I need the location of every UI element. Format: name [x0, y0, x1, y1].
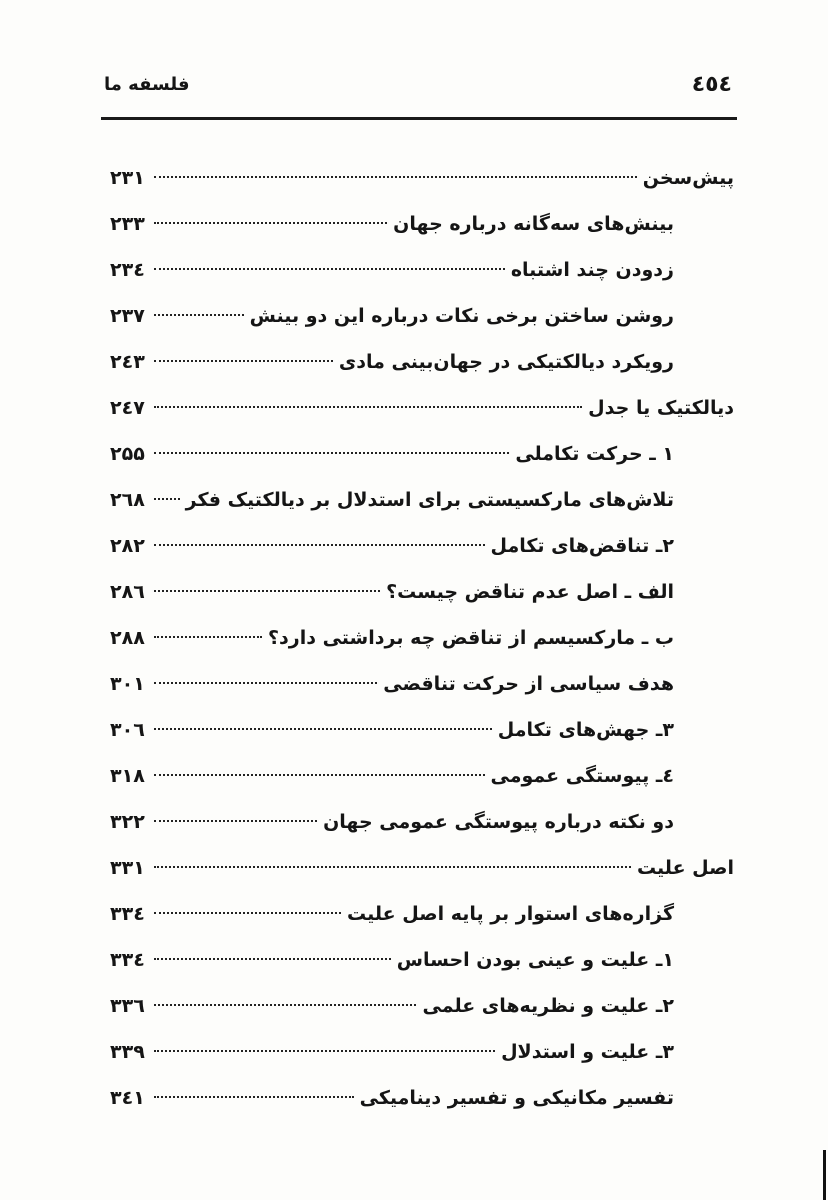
toc-entry-title: اصل علیت: [636, 857, 734, 879]
toc-entry-title: ۳ـ علیت و استدلال: [501, 1041, 674, 1063]
toc-entry: [110, 247, 734, 293]
toc-entry-page: ۳۰٦: [110, 719, 145, 741]
toc-entry-page: ۲۸۲: [110, 535, 145, 557]
toc-entry-page: ۲۳۷: [110, 305, 145, 327]
toc-entry: [110, 1075, 734, 1121]
toc-dot-leader: [154, 406, 582, 408]
toc-entry: [110, 523, 734, 569]
toc-entry-page: ۲۳٤: [110, 259, 145, 281]
toc-entry: [110, 753, 734, 799]
toc-dot-leader: [154, 314, 244, 316]
toc-entry-page: ۳۳۹: [110, 1041, 145, 1063]
toc-entry: [110, 661, 734, 707]
toc-entry-title: ۱ ـ حرکت تکاملی: [515, 443, 674, 465]
page-number: ٤٥٤: [691, 72, 732, 97]
toc-entry: [110, 385, 734, 431]
table-of-contents: [110, 155, 734, 1121]
toc-entry-page: ۲۳۱: [110, 167, 145, 189]
toc-entry-page: ۲٤۷: [110, 397, 145, 419]
toc-entry-title: ۲ـ تناقض‌های تکامل: [490, 535, 674, 557]
toc-entry-title: گزاره‌های استوار بر پایه اصل علیت: [347, 903, 674, 925]
toc-entry-page: ۳۳٤: [110, 903, 145, 925]
toc-entry: [110, 707, 734, 753]
toc-entry-title: دیالکتیک یا جدل: [588, 397, 734, 419]
toc-entry: [110, 431, 734, 477]
toc-entry-title: ۱ـ علیت و عینی بودن احساس: [396, 949, 674, 971]
toc-dot-leader: [154, 176, 637, 178]
toc-entry-title: رویکرد دیالکتیکی در جهان‌بینی مادی: [338, 351, 674, 373]
toc-entry-page: ۲۵۵: [110, 443, 145, 465]
toc-dot-leader: [154, 636, 262, 638]
toc-entry-title: ب ـ مارکسیسم از تناقض چه برداشتی دارد؟: [267, 627, 674, 649]
toc-entry-page: ۲۳۳: [110, 213, 145, 235]
toc-entry-title: الف ـ اصل عدم تناقض چیست؟: [386, 581, 674, 603]
toc-entry: [110, 891, 734, 937]
toc-dot-leader: [154, 1096, 354, 1098]
toc-dot-leader: [154, 820, 317, 822]
toc-dot-leader: [154, 222, 387, 224]
toc-dot-leader: [154, 774, 485, 776]
toc-entry-title: دو نکته درباره پیوستگی عمومی جهان: [323, 811, 674, 833]
running-title: فلسفه ما: [104, 74, 190, 95]
toc-entry-title: هدف سیاسی از حرکت تناقضی: [383, 673, 674, 695]
toc-entry-page: ۲۸٦: [110, 581, 145, 603]
toc-entry: [110, 155, 734, 201]
toc-entry: [110, 201, 734, 247]
toc-entry-title: بینش‌های سه‌گانه درباره جهان: [393, 213, 674, 235]
toc-entry: [110, 983, 734, 1029]
toc-entry: [110, 339, 734, 385]
toc-entry: [110, 615, 734, 661]
toc-dot-leader: [154, 452, 509, 454]
toc-entry-page: ۳۰۱: [110, 673, 145, 695]
toc-dot-leader: [154, 682, 377, 684]
toc-entry: [110, 1029, 734, 1075]
toc-entry-page: ۲٤۳: [110, 351, 145, 373]
toc-dot-leader: [154, 1050, 495, 1052]
toc-entry-title: ٤ـ پیوستگی عمومی: [490, 765, 674, 787]
toc-entry-title: تلاش‌های مارکسیستی برای استدلال بر دیالکتیک فکر: [185, 489, 674, 511]
page-header: [104, 72, 732, 106]
toc-entry-page: ۳٤۱: [110, 1087, 145, 1109]
toc-entry-page: ۲٦۸: [110, 489, 145, 511]
toc-entry-page: ۳۱۸: [110, 765, 145, 787]
toc-entry-title: روشن ساختن برخی نکات درباره این دو بینش: [249, 305, 674, 327]
toc-dot-leader: [154, 498, 180, 500]
toc-entry-title: پیش‌سخن: [642, 167, 734, 189]
toc-dot-leader: [154, 912, 341, 914]
toc-entry: [110, 293, 734, 339]
toc-entry-page: ۲۸۸: [110, 627, 145, 649]
toc-dot-leader: [154, 268, 505, 270]
toc-entry-title: ۲ـ علیت و نظریه‌های علمی: [422, 995, 674, 1017]
toc-dot-leader: [154, 590, 380, 592]
toc-entry: [110, 569, 734, 615]
toc-dot-leader: [154, 544, 485, 546]
toc-entry: [110, 799, 734, 845]
toc-entry: [110, 477, 734, 523]
toc-dot-leader: [154, 1004, 416, 1006]
toc-entry-title: ۳ـ جهش‌های تکامل: [497, 719, 674, 741]
toc-entry-page: ۳۲۲: [110, 811, 145, 833]
toc-entry: [110, 937, 734, 983]
page-edge-mark: [823, 1150, 826, 1200]
toc-entry-page: ۳۳٦: [110, 995, 145, 1017]
toc-dot-leader: [154, 728, 492, 730]
toc-entry-title: تفسیر مکانیکی و تفسیر دینامیکی: [359, 1087, 674, 1109]
toc-entry-title: زدودن چند اشتباه: [510, 259, 674, 281]
toc-dot-leader: [154, 866, 631, 868]
toc-entry-page: ۳۳٤: [110, 949, 145, 971]
toc-entry: [110, 845, 734, 891]
toc-dot-leader: [154, 360, 333, 362]
header-rule: [101, 117, 737, 120]
toc-entry-page: ۳۳۱: [110, 857, 145, 879]
toc-dot-leader: [154, 958, 391, 960]
